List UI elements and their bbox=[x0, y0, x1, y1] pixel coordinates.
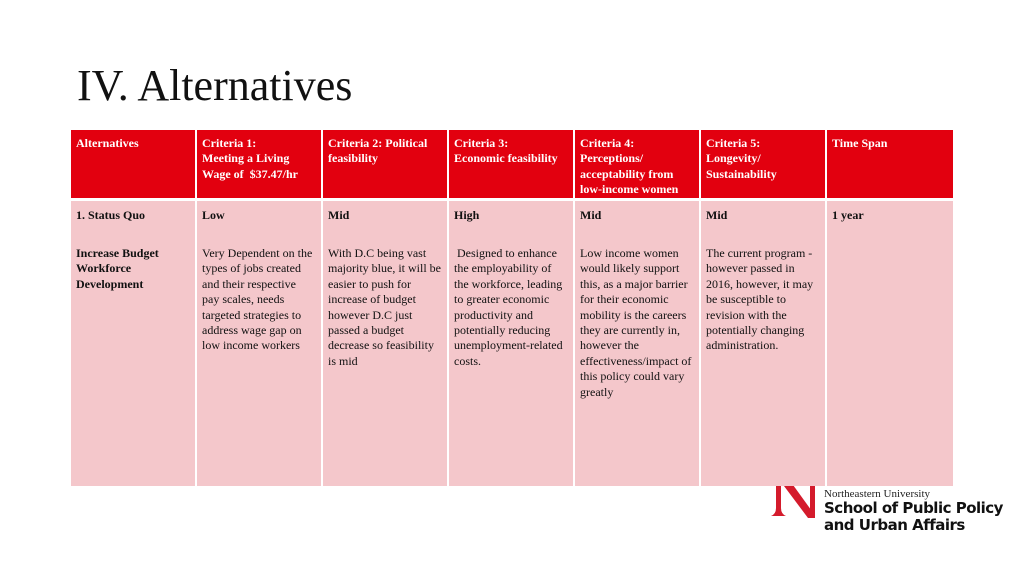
slide-title: IV. Alternatives bbox=[77, 61, 353, 110]
cell-time-span bbox=[827, 201, 953, 486]
header-alternatives-text: Alternatives bbox=[76, 136, 139, 150]
header-text-line: acceptability from bbox=[580, 166, 674, 181]
criteria-5-description: The current program - however passed in 2016, however, it may be susceptible to revision with the potentially changing administration. bbox=[706, 246, 814, 353]
header-text-line: Wage of $37.47/hr bbox=[202, 166, 298, 181]
northeastern-logo bbox=[768, 478, 1008, 538]
criteria-4-rating: Mid bbox=[580, 208, 602, 222]
header-text-line: Criteria 5: bbox=[706, 136, 761, 150]
header-time-span bbox=[827, 130, 953, 201]
criteria-4-description: Low income women would likely support this, as a major barrier for their economic mobility is the careers they are currently in, however the effectiveness/impact of this policy could vary greatly bbox=[580, 246, 692, 399]
alternatives-table bbox=[71, 130, 953, 486]
criteria-1-description: Very Dependent on the types of jobs created and their respective pay scales, needs targeted strategies to address wage gap on low income workers bbox=[202, 246, 313, 353]
criteria-2-rating: Mid bbox=[328, 208, 350, 222]
header-time-span-text: Time Span bbox=[832, 136, 888, 150]
header-criteria-1 bbox=[197, 130, 323, 201]
time-span-value: 1 year bbox=[832, 208, 864, 222]
logo-text bbox=[824, 488, 1003, 534]
header-text-line: Economic feasibility bbox=[454, 151, 558, 166]
table-header-row bbox=[71, 130, 953, 201]
cell-criteria-1 bbox=[197, 201, 323, 486]
criteria-5-rating: Mid bbox=[706, 208, 728, 222]
table-row bbox=[71, 201, 953, 486]
logo-university-name: Northeastern University bbox=[824, 488, 930, 500]
cell-criteria-4 bbox=[575, 201, 701, 486]
header-criteria-4 bbox=[575, 130, 701, 201]
header-alternatives bbox=[71, 130, 197, 201]
cell-alternative bbox=[71, 201, 197, 486]
cell-criteria-5 bbox=[701, 201, 827, 486]
header-text-line: Sustainability bbox=[706, 166, 777, 181]
header-text-line: Criteria 1: bbox=[202, 136, 257, 150]
header-text-line: Longevity/ bbox=[706, 151, 761, 166]
header-text-line: Perceptions/ bbox=[580, 151, 644, 166]
header-criteria-3 bbox=[449, 130, 575, 201]
logo-school-line-2: and Urban Affairs bbox=[824, 516, 965, 534]
logo-school-line-1: School of Public Policy bbox=[824, 499, 1003, 517]
criteria-1-rating: Low bbox=[202, 208, 225, 222]
criteria-2-description: With D.C being vast majority blue, it will be easier to push for increase of budget however D.C just passed a budget decrease so feasibility is mid bbox=[328, 246, 441, 368]
header-text-line: Criteria 2: Political bbox=[328, 136, 428, 150]
cell-criteria-3 bbox=[449, 201, 575, 486]
header-text-line: Meeting a Living bbox=[202, 151, 290, 166]
cell-criteria-2 bbox=[323, 201, 449, 486]
criteria-3-description: Designed to enhance the employability of the workforce, leading to greater economic productivity and potentially reducing unemployment-related costs. bbox=[454, 246, 566, 368]
alternative-name: Increase Budget Workforce Development bbox=[76, 246, 159, 291]
header-text-line: Criteria 3: bbox=[454, 136, 509, 150]
header-criteria-2 bbox=[323, 130, 449, 201]
header-text-line: feasibility bbox=[328, 151, 378, 166]
header-criteria-5 bbox=[701, 130, 827, 201]
alternative-label: 1. Status Quo bbox=[76, 208, 146, 222]
header-text-line: low-income women bbox=[580, 182, 679, 197]
criteria-3-rating: High bbox=[454, 208, 480, 222]
header-text-line: Criteria 4: bbox=[580, 136, 635, 150]
